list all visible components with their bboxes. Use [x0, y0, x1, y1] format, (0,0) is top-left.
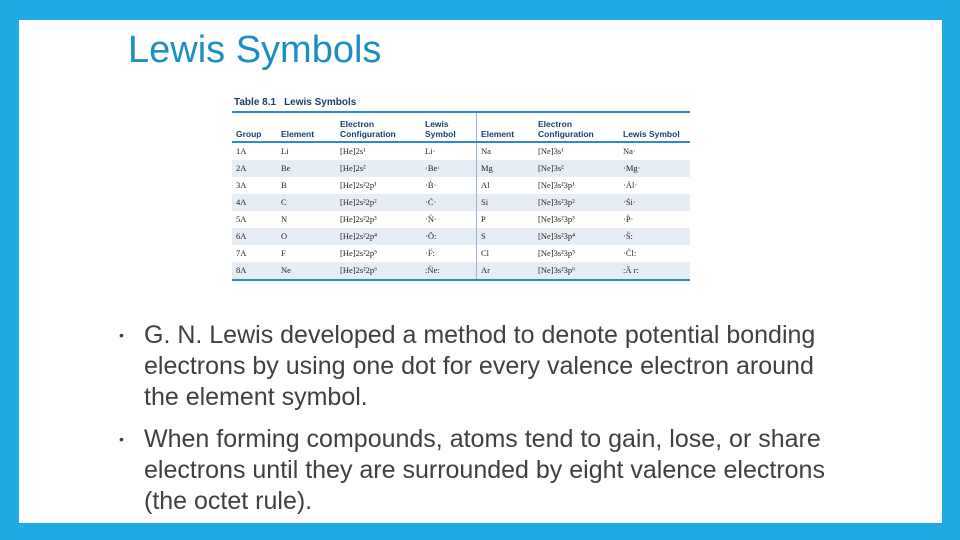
table-grid: [232, 113, 690, 281]
header-cell: Element: [477, 113, 535, 142]
table-cell: [Ne]3s²3p¹: [538, 180, 575, 190]
table-caption: [232, 95, 690, 111]
table-row: [232, 194, 690, 211]
table-row: [232, 211, 690, 228]
table-cell: [He]2s²2p⁶: [336, 262, 421, 280]
header-cell: Electron Configuration: [336, 113, 421, 142]
table-cell: Ne: [277, 262, 336, 280]
table-cell: ·N̈·: [425, 214, 437, 224]
table-cell: 2A: [232, 160, 277, 177]
bullet-dot: •: [119, 327, 124, 343]
table-cell: [He]2s²2p²: [336, 194, 421, 211]
bullet-text: When forming compounds, atoms tend to gain, lose, or share electrons until they are surrounded by eight valence electrons (the octet rule).: [144, 425, 825, 515]
table-cell: ·S̈:: [619, 228, 690, 245]
table-cell: [Ne]3s¹: [538, 146, 564, 156]
table-caption-number: Table 8.1: [234, 97, 277, 108]
table-cell: 1A: [236, 146, 247, 156]
table-cell: Be: [277, 160, 336, 177]
bullet-text: G. N. Lewis developed a method to denote potential bonding electrons by using one dot for every valence electron around the element symbol.: [144, 321, 816, 411]
table-cell: ·Be·: [421, 160, 477, 177]
table-cell: [Ne]3s²3p⁴: [534, 228, 619, 245]
table-cell: Li: [281, 146, 289, 156]
table-cell: Na·: [623, 146, 636, 156]
table-cell: ·P̈·: [623, 214, 634, 224]
table-cell: 4A: [232, 194, 277, 211]
table-cell: ·C̈l:: [623, 248, 637, 258]
table-cell: Cl: [477, 245, 535, 262]
table-cell: Na: [477, 142, 535, 160]
table-cell: 6A: [232, 228, 277, 245]
table-cell: [He]2s¹: [340, 146, 366, 156]
slide: [19, 20, 942, 523]
header-cell: Group: [232, 113, 277, 142]
bullet-item: [119, 424, 839, 517]
table-cell: [Ne]3s²: [534, 160, 619, 177]
table-cell: 7A: [236, 248, 247, 258]
table-row: [232, 177, 690, 194]
table-cell: :Ä r:: [619, 262, 690, 280]
table-cell: ·Ö:: [421, 228, 477, 245]
table-cell: 3A: [236, 180, 247, 190]
table-row: [232, 228, 690, 245]
table-cell: ·F̈:: [425, 248, 435, 258]
table-cell: ·Ṡi·: [619, 194, 690, 211]
slide-title: Lewis Symbols: [128, 29, 382, 71]
table-cell: [Ne]3s²3p⁵: [538, 248, 576, 258]
table-body: [232, 142, 690, 280]
table-cell: Li·: [425, 146, 436, 156]
table-cell: 8A: [232, 262, 277, 280]
header-cell: Element: [277, 113, 336, 142]
table-cell: ·Ḃ·: [425, 180, 437, 190]
table-cell: N: [281, 214, 288, 224]
table-cell: [He]2s²2p⁵: [340, 248, 378, 258]
table-cell: ·Ȧl·: [623, 180, 638, 190]
table-row: [232, 142, 690, 160]
table-row: [232, 262, 690, 280]
table-cell: [He]2s²2p³: [340, 214, 377, 224]
table-cell: P: [477, 211, 535, 228]
table-cell: [Ne]3s²3p²: [534, 194, 619, 211]
table-row: [232, 160, 690, 177]
bullet-dot: •: [119, 431, 124, 447]
table-cell: ·Mg·: [619, 160, 690, 177]
table-cell: 5A: [236, 214, 247, 224]
table-caption-title: Lewis Symbols: [284, 97, 357, 108]
table-cell: B: [281, 180, 287, 190]
table-cell: S: [477, 228, 535, 245]
table-cell: [He]2s²2p⁴: [336, 228, 421, 245]
table-cell: Mg: [477, 160, 535, 177]
lewis-symbols-table: [232, 95, 690, 292]
header-cell: Lewis Symbol: [619, 113, 690, 142]
table-cell: [Ne]3s²3p³: [538, 214, 575, 224]
table-row: [232, 245, 690, 262]
table-cell: ·Ċ·: [421, 194, 477, 211]
table-cell: [He]2s²: [336, 160, 421, 177]
header-cell: Electron Configuration: [534, 113, 619, 142]
table-cell: C: [277, 194, 336, 211]
bullet-list: [119, 320, 839, 528]
bullet-item: [119, 320, 839, 413]
table-cell: O: [277, 228, 336, 245]
header-cell: Lewis Symbol: [421, 113, 477, 142]
table-cell: Si: [477, 194, 535, 211]
table-cell: F: [281, 248, 286, 258]
table-cell: [Ne]3s²3p⁶: [534, 262, 619, 280]
table-cell: Al: [477, 177, 535, 194]
table-header-row: [232, 113, 690, 142]
table-cell: Ar: [477, 262, 535, 280]
table-cell: [He]2s²2p¹: [340, 180, 377, 190]
table-cell: :N̈e:: [421, 262, 477, 280]
